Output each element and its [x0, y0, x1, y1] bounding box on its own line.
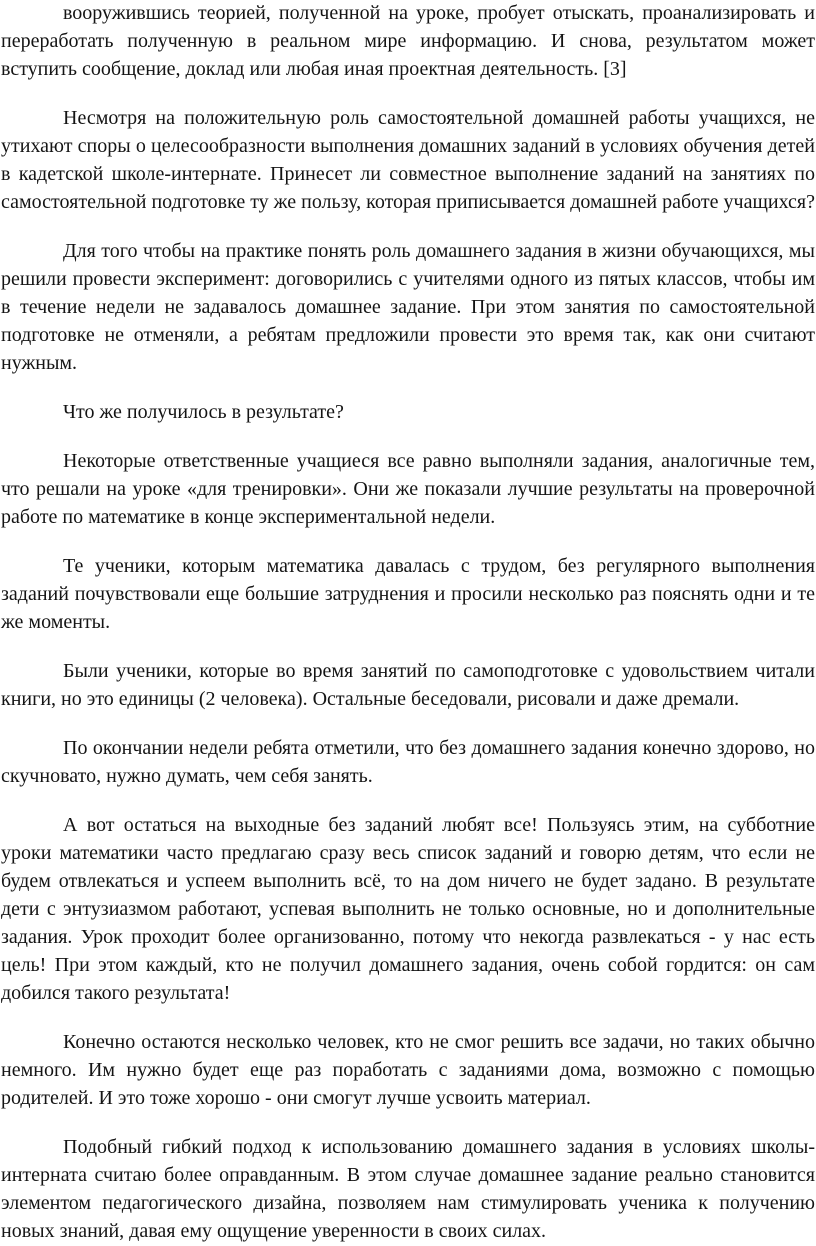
paragraph-6: Те ученики, которым математика давалась с трудом, без регулярного выполнения заданий почувствовали еще большие затруднения и просили несколько раз пояснять одни и те же моменты.	[1, 555, 815, 633]
paragraph-3: Для того чтобы на практике понять роль домашнего задания в жизни обучающихся, мы решили провести эксперимент: договорились с учителями одного из пятых классов, чтобы им в течение недели не задавалось домашнее задание. При этом занятия по самостоятельной подготовке не отменяли, а ребятам предложили провести это время так, как они считают нужным.	[1, 240, 815, 374]
paragraph-8: По окончании недели ребята отметили, что без домашнего задания конечно здорово, но скучновато, нужно думать, чем себя занять.	[1, 737, 815, 787]
paragraph-11: Подобный гибкий подход к использованию домашнего задания в условиях школы-интерната считаю более оправданным. В этом случае домашнее задание реально становится элементом педагогического дизайна, позволяем нам стимулировать ученика к получению новых знаний, давая ему ощущение уверенности в своих силах.	[1, 1136, 815, 1242]
paragraph-9: А вот остаться на выходные без заданий любят все! Пользуясь этим, на субботние уроки математики часто предлагаю сразу весь список заданий и говорю детям, что если не будем отвлекаться и успеем выполнить всё, то на дом ничего не будет задано. В результате дети с энтузиазмом работают, успевая выполнить не только основные, но и дополнительные задания. Урок проходит более организованно, потому что некогда развлекаться - у нас есть цель! При этом каждый, кто не получил домашнего задания, очень собой гордится: он сам добился такого результата!	[1, 814, 815, 1004]
paragraph-5: Некоторые ответственные учащиеся все равно выполняли задания, аналогичные тем, что решали на уроке «для тренировки». Они же показали лучшие результаты на проверочной работе по математике в конце экспериментальной недели.	[1, 450, 815, 528]
paragraph-10: Конечно остаются несколько человек, кто не смог решить все задачи, но таких обычно немного. Им нужно будет еще раз поработать с заданиями дома, возможно с помощью родителей. И это тоже хорошо - они смогут лучше усвоить материал.	[1, 1031, 815, 1109]
paragraph-2: Несмотря на положительную роль самостоятельной домашней работы учащихся, не утихают споры о целесообразности выполнения домашних заданий в условиях обучения детей в кадетской школе-интернате. Принесет ли совместное выполнение заданий на занятиях по самостоятельной подготовке ту же пользу, которая приписывается домашней работе учащихся?	[1, 107, 815, 213]
paragraph-1: вооружившись теорией, полученной на уроке, пробует отыскать, проанализировать и переработать полученную в реальном мире информацию. И снова, результатом может вступить сообщение, доклад или любая иная проектная деятельность. [3]	[1, 2, 815, 80]
paragraph-7: Были ученики, которые во время занятий по самоподготовке с удовольствием читали книги, но это единицы (2 человека). Остальные беседовали, рисовали и даже дремали.	[1, 660, 815, 710]
paragraph-4: Что же получилось в результате?	[63, 401, 344, 423]
